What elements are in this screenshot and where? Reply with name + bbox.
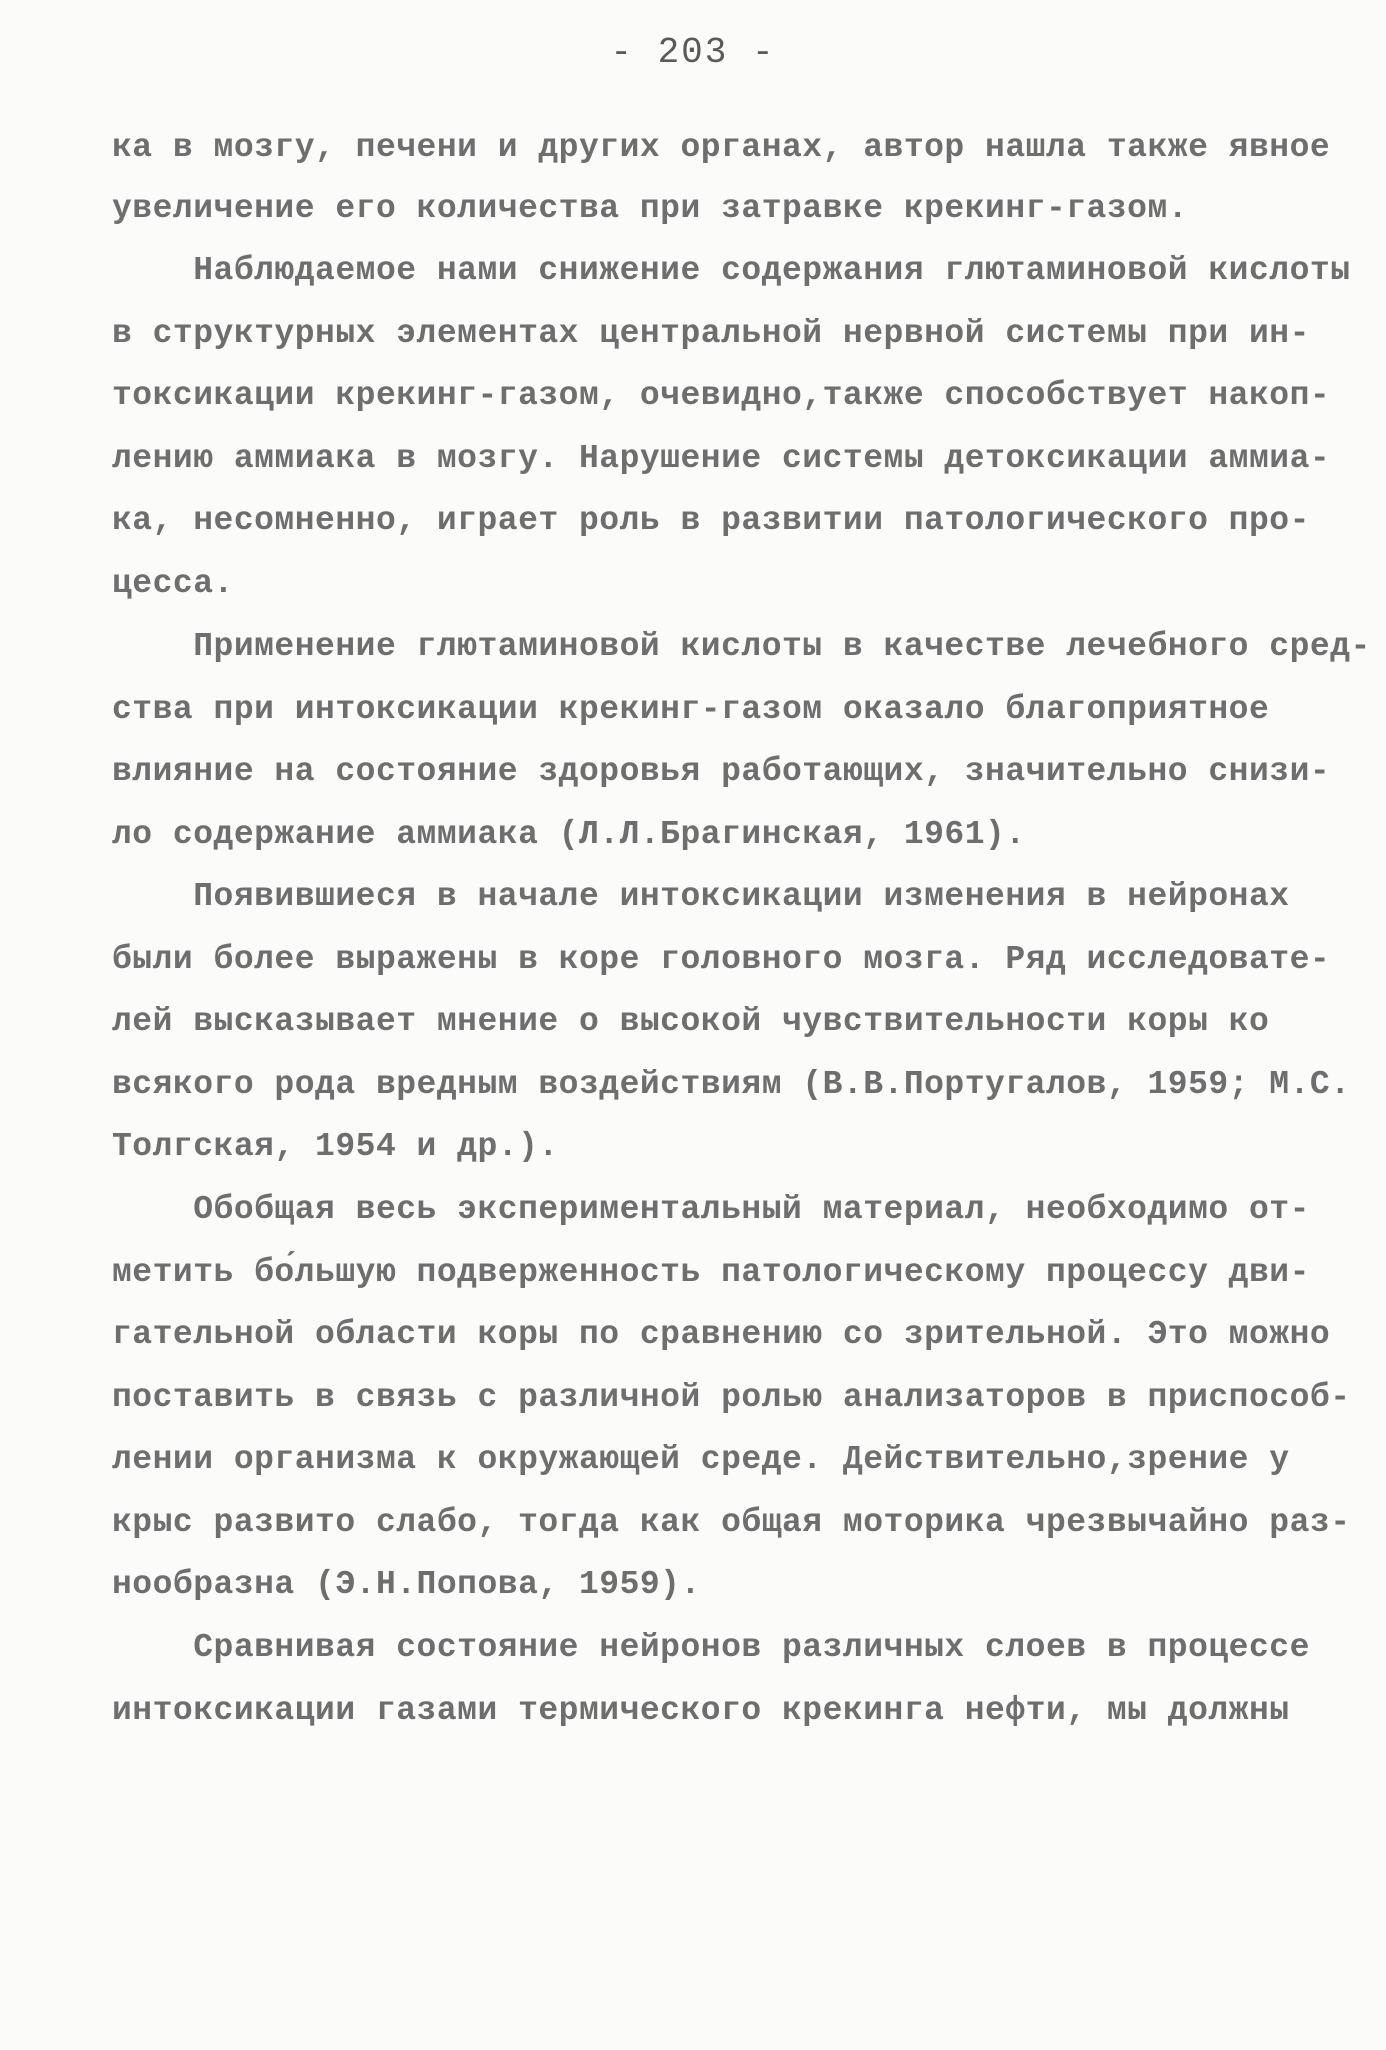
- text-line: крыс развито слабо, тогда как общая моторика чрезвычайно раз-: [112, 1504, 1351, 1541]
- text-line: Наблюдаемое нами снижение содержания глютаминовой кислоты: [112, 252, 1351, 289]
- text-line: лению аммиака в мозгу. Нарушение системы детоксикации аммиа-: [112, 440, 1331, 477]
- text-line: Обобщая весь экспериментальный материал, необходимо от-: [112, 1191, 1310, 1228]
- text-line: поставить в связь с различной ролью анализаторов в приспособ-: [112, 1379, 1351, 1416]
- page-number: - 203 -: [610, 32, 776, 73]
- text-line: ло содержание аммиака (Л.Л.Брагинская, 1961).: [112, 816, 1026, 853]
- text-line: всякого рода вредным воздействиям (В.В.Португалов, 1959; М.С.: [112, 1066, 1351, 1103]
- text-line: увеличение его количества при затравке крекинг-газом.: [112, 190, 1189, 227]
- text-line: лей высказывает мнение о высокой чувствительности коры ко: [112, 1003, 1270, 1040]
- text-line: метить бо́льшую подверженность патологическому процессу дви-: [112, 1254, 1310, 1291]
- text-line: Появившиеся в начале интоксикации изменения в нейронах: [112, 878, 1290, 915]
- text-line: ка в мозгу, печени и других органах, автор нашла также явное: [112, 129, 1331, 166]
- text-line: влияние на состояние здоровья работающих, значительно снизи-: [112, 753, 1331, 790]
- text-line: ства при интоксикации крекинг-газом оказало благоприятное: [112, 691, 1270, 728]
- text-line: Применение глютаминовой кислоты в качестве лечебного сред-: [112, 628, 1371, 665]
- text-line: Сравнивая состояние нейронов различных слоев в процессе: [112, 1629, 1310, 1666]
- text-line: нообразна (Э.Н.Попова, 1959).: [112, 1566, 701, 1603]
- text-line: лении организма к окружающей среде. Действительно,зрение у: [112, 1441, 1290, 1478]
- text-line: Толгская, 1954 и др.).: [112, 1128, 559, 1165]
- text-line: токсикации крекинг-газом, очевидно,также способствует накоп-: [112, 377, 1331, 414]
- text-line: гательной области коры по сравнению со зрительной. Это можно: [112, 1316, 1331, 1353]
- text-line: цесса.: [112, 565, 234, 602]
- text-line: в структурных элементах центральной нервной системы при ин-: [112, 315, 1310, 352]
- text-line: были более выражены в коре головного мозга. Ряд исследовате-: [112, 941, 1331, 978]
- text-line: ка, несомненно, играет роль в развитии патологического про-: [112, 502, 1310, 539]
- text-line: интоксикации газами термического крекинга нефти, мы должны: [112, 1692, 1290, 1729]
